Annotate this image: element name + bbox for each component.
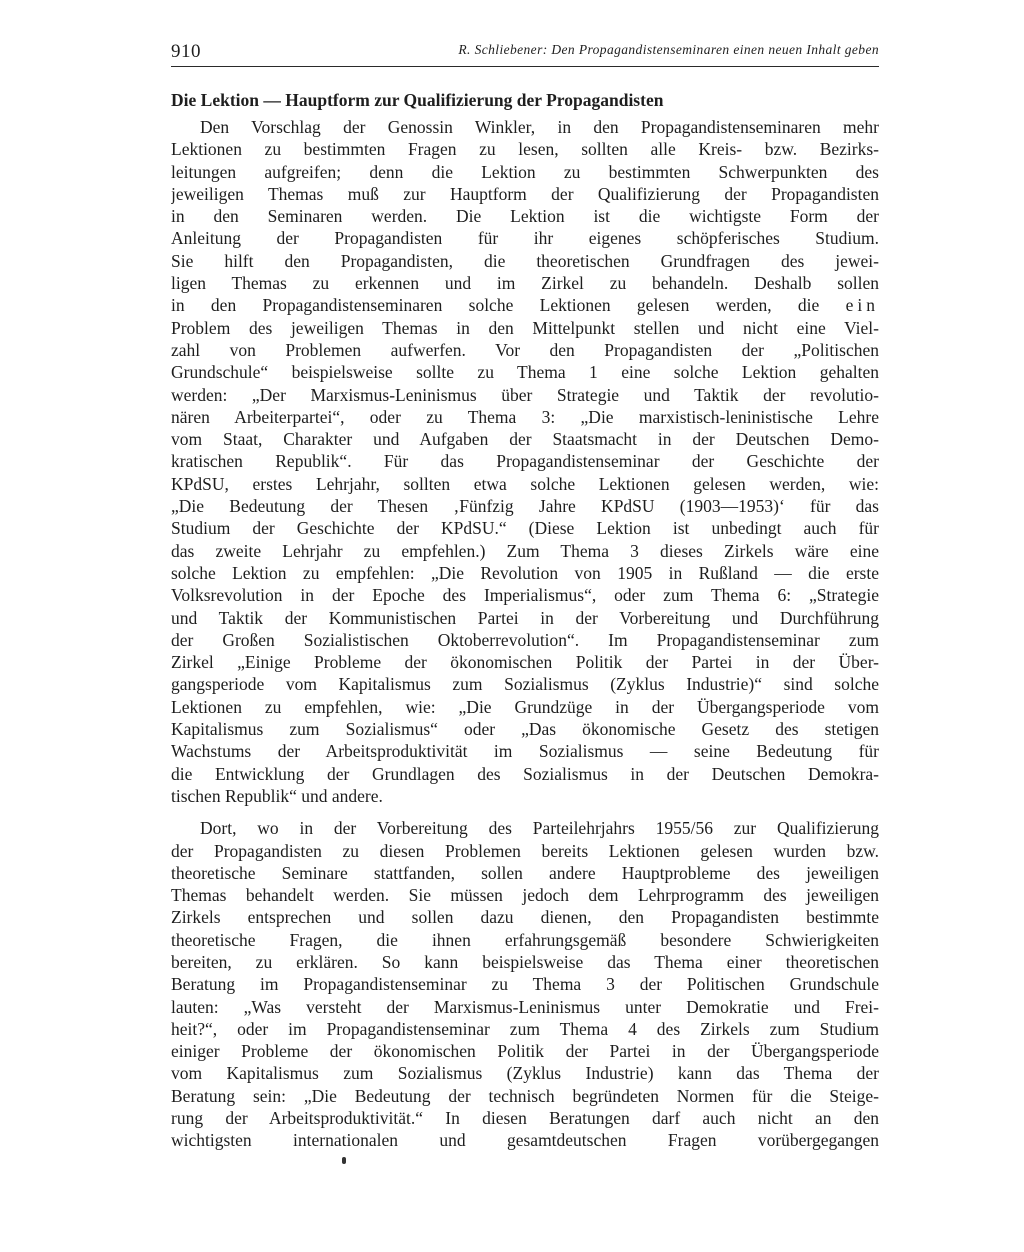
document-page bbox=[171, 36, 879, 1152]
text-line: Problem des jeweiligen Themas in den Mittelpunkt stellen und nicht eine Viel- bbox=[171, 317, 879, 338]
text-line: lauten: „Was versteht der Marxismus-Leninismus unter Demokratie und Frei- bbox=[171, 996, 879, 1017]
text-line: theoretische Fragen, die ihnen erfahrungsgemäß besondere Schwierigkeiten bbox=[171, 929, 879, 950]
text-line: Kapitalismus zum Sozialismus“ oder „Das ökonomische Gesetz des stetigen bbox=[171, 719, 879, 740]
text-line: Studium der Geschichte der KPdSU.“ (Diese Lektion ist unbedingt auch für bbox=[171, 518, 879, 539]
text-line: Zirkel „Einige Probleme der ökonomischen Politik der Partei in der Über- bbox=[171, 652, 879, 673]
text-line: jeweiligen Themas muß zur Hauptform der Qualifizierung der Propagandisten bbox=[171, 183, 879, 204]
paragraph-1 bbox=[171, 116, 879, 807]
text-line: Lektionen zu empfehlen, wie: „Die Grundzüge in der Übergangsperiode vom bbox=[171, 696, 879, 717]
text-line: vom Staat, Charakter und Aufgaben der Staatsmacht in der Deutschen Demo- bbox=[171, 429, 879, 450]
text-fragment: in den Propagandistenseminaren solche Lektionen gelesen werden, die bbox=[171, 295, 846, 316]
text-line: tischen Republik“ und andere. bbox=[171, 785, 383, 806]
text-line: in den Seminaren werden. Die Lektion ist die wichtigste Form der bbox=[171, 206, 879, 227]
text-line: heit?“, oder im Propagandistenseminar zum Thema 4 des Zirkels zum Studium bbox=[171, 1018, 879, 1039]
text-line: Sie hilft den Propagandisten, die theoretischen Grundfragen des jewei- bbox=[171, 250, 879, 271]
text-line: der Propagandisten zu diesen Problemen bereits Lektionen gelesen wurden bzw. bbox=[171, 840, 879, 861]
text-line: Wachstums der Arbeitsproduktivität im Sozialismus — seine Bedeutung für bbox=[171, 741, 879, 762]
text-line: Anleitung der Propagandisten für ihr eigenes schöpferisches Studium. bbox=[171, 228, 879, 249]
text-line: theoretische Seminare stattfanden, sollen andere Hauptprobleme des jeweiligen bbox=[171, 862, 879, 883]
text-line: leitungen aufgreifen; denn die Lektion zu bestimmten Schwerpunkten des bbox=[171, 161, 879, 182]
text-line: das zweite Lehrjahr zu empfehlen.) Zum Thema 3 dieses Zirkels wäre eine bbox=[171, 540, 879, 561]
emphasized-word: ein bbox=[845, 295, 879, 316]
text-line: zahl von Problemen aufwerfen. Vor den Propagandisten der „Politischen bbox=[171, 339, 879, 360]
text-line: einiger Probleme der ökonomischen Politik der Partei in der Übergangsperiode bbox=[171, 1041, 879, 1062]
text-line: Beratung im Propagandistenseminar zu Thema 3 der Politischen Grundschule bbox=[171, 974, 879, 995]
paragraph-2 bbox=[171, 817, 879, 1151]
text-line: gangsperiode vom Kapitalismus zum Sozialismus (Zyklus Industrie)“ sind solche bbox=[171, 674, 879, 695]
text-line: rung der Arbeitsproduktivität.“ In diesen Beratungen darf auch nicht an den bbox=[171, 1108, 879, 1129]
text-line: die Entwicklung der Grundlagen des Sozialismus in der Deutschen Demokra- bbox=[171, 763, 879, 784]
ink-speck bbox=[342, 1157, 346, 1164]
text-line: kratischen Republik“. Für das Propagandistenseminar der Geschichte der bbox=[171, 451, 879, 472]
running-title: R. Schliebener: Den Propagandistenseminaren einen neuen Inhalt geben bbox=[458, 42, 879, 57]
text-line: Zirkels entsprechen und sollen dazu dienen, den Propagandisten bestimmte bbox=[171, 907, 879, 928]
text-line: vom Kapitalismus zum Sozialismus (Zyklus Industrie) kann das Thema der bbox=[171, 1063, 879, 1084]
text-line: Lektionen zu bestimmten Fragen zu lesen, sollten alle Kreis- bzw. Bezirks- bbox=[171, 139, 879, 160]
text-line: und Taktik der Kommunistischen Partei in der Vorbereitung und Durchführung bbox=[171, 607, 879, 628]
text-line: solche Lektion zu empfehlen: „Die Revolution von 1905 in Rußland — die erste bbox=[171, 562, 879, 583]
text-line: Grundschule“ beispielsweise sollte zu Thema 1 eine solche Lektion gehalten bbox=[171, 362, 879, 383]
text-line: Den Vorschlag der Genossin Winkler, in den Propagandistenseminaren mehr bbox=[200, 117, 879, 137]
text-line: bereiten, zu erklären. So kann beispielsweise das Thema einer theoretischen bbox=[171, 951, 879, 972]
text-line: der Großen Sozialistischen Oktoberrevolution“. Im Propagandistenseminar zum bbox=[171, 629, 879, 650]
text-line: KPdSU, erstes Lehrjahr, sollten etwa solche Lektionen gelesen werden, wie: bbox=[171, 473, 879, 494]
text-line: ligen Themas zu erkennen und im Zirkel zu behandeln. Deshalb sollen bbox=[171, 273, 879, 294]
text-line-with-emphasis bbox=[171, 294, 879, 316]
text-line: wichtigsten internationalen und gesamtdeutschen Fragen vorübergegangen bbox=[171, 1130, 879, 1151]
text-line: Beratung sein: „Die Bedeutung der technisch begründeten Normen für die Steige- bbox=[171, 1085, 879, 1106]
text-line: „Die Bedeutung der Thesen ‚Fünfzig Jahre KPdSU (1903—1953)‘ für das bbox=[171, 496, 879, 517]
page-number: 910 bbox=[171, 41, 201, 62]
text-line: werden: „Der Marxismus-Leninismus über Strategie und Taktik der revolutio- bbox=[171, 384, 879, 405]
section-heading: Die Lektion — Hauptform zur Qualifizierung der Propagandisten bbox=[171, 90, 664, 110]
text-line: Dort, wo in der Vorbereitung des Parteilehrjahrs 1955/56 zur Qualifizierung bbox=[200, 818, 879, 839]
text-line: nären Arbeiterpartei“, oder zu Thema 3: „Die marxistisch-leninistische Lehre bbox=[171, 406, 879, 427]
text-line: Themas behandelt werden. Sie müssen jedoch dem Lehrprogramm des jeweiligen bbox=[171, 885, 879, 906]
running-header bbox=[171, 36, 879, 67]
text-line: Volksrevolution in der Epoche des Imperialismus“, oder zum Thema 6: „Strategie bbox=[171, 585, 879, 606]
